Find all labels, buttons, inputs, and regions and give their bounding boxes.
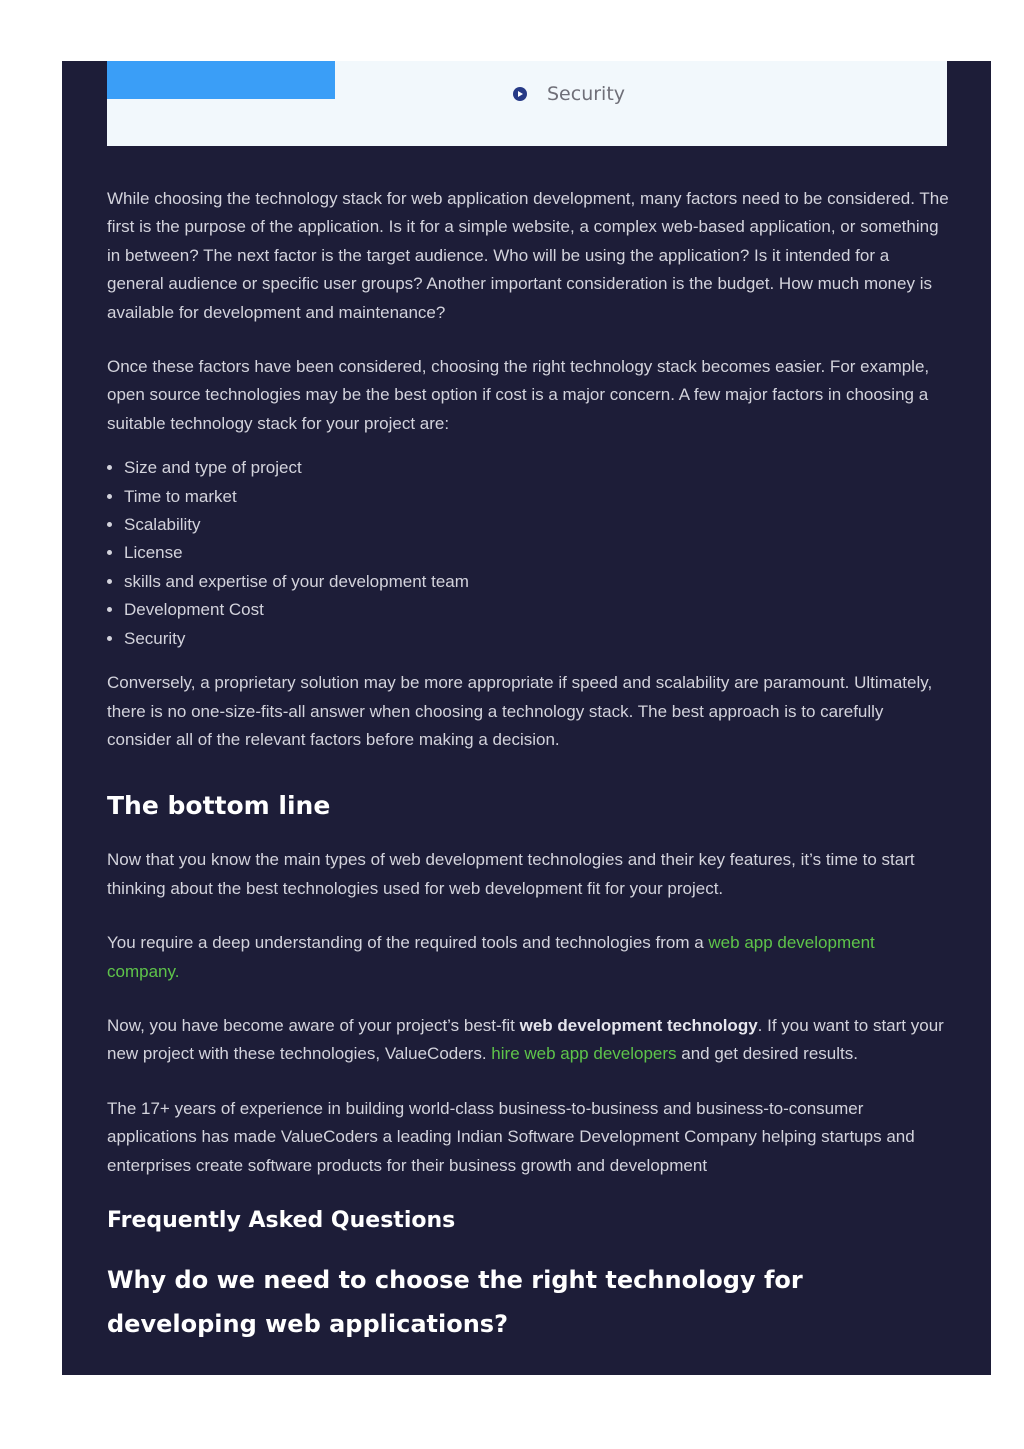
bold-keyword: web development technology: [519, 1015, 758, 1035]
text-span: and get desired results.: [676, 1044, 858, 1064]
article-content: [107, 185, 949, 1346]
paragraph-bottom-line-4: The 17+ years of experience in building world-class business-to-business and business-to-consumer applications has made ValueCoders a leading Indian Software Development Company helping startups and enterprises create software products for their business growth and development: [107, 1098, 915, 1175]
arrow-circle-icon: [513, 87, 527, 101]
heading-bottom-line: The bottom line: [107, 791, 331, 821]
paragraph-conclusion: Conversely, a proprietary solution may be more appropriate if speed and scalability are paramount. Ultimately, there is no one-size-fits-all answer when choosing a technology stack. The best approach is to carefully consider all of the relevant factors before making a decision.: [107, 673, 933, 749]
list-item: • Scalability: [124, 511, 949, 539]
web-app-development-company-link[interactable]: web app development company.: [107, 933, 875, 981]
banner-list-item: [513, 83, 625, 105]
list-item: • Time to market: [124, 483, 949, 511]
text-span: Now, you have become aware of your project’s best-fit: [107, 1015, 520, 1035]
hire-web-app-developers-link[interactable]: hire web app developers: [491, 1044, 677, 1064]
banner-item-label: Security: [547, 83, 626, 105]
paragraph-bottom-line-1: Now that you know the main types of web development technologies and their key features, it’s time to start thinking about the best technologies used for web development fit for your project.: [107, 850, 915, 898]
list-item: • Size and type of project: [124, 454, 949, 482]
factors-list: [107, 454, 949, 653]
list-item: • Development Cost: [124, 596, 949, 624]
list-item: • skills and expertise of your development team: [124, 568, 949, 596]
list-item: • License: [124, 539, 949, 567]
banner-accent-block: [107, 61, 335, 99]
paragraph-choosing-stack: Once these factors have been considered, choosing the right technology stack becomes easier. For example, open source technologies may be the best option if cost is a major concern. A few major factors in choosing a suitable technology stack for your project are:: [107, 357, 930, 433]
article-panel: [62, 61, 991, 1375]
text-span: You require a deep understanding of the required tools and technologies from a: [107, 933, 709, 953]
infographic-banner: [107, 61, 947, 146]
faq-question[interactable]: Why do we need to choose the right technology for developing web applications?: [107, 1265, 803, 1338]
text-span: . If you want to start your new project with these technologies, ValueCoders.: [107, 1015, 944, 1064]
paragraph-bottom-line-2: [107, 929, 949, 986]
list-item: • Security: [124, 625, 949, 653]
heading-faq: Frequently Asked Questions: [107, 1207, 456, 1233]
paragraph-bottom-line-3: [107, 1012, 949, 1069]
paragraph-factors-intro: While choosing the technology stack for web application development, many factors need to be considered. The first is the purpose of the application. Is it for a simple website, a complex web-based application, or something in between? The next factor is the target audience. Who will be using the application? Is it intended for a general audience or specific user groups? Another important consideration is the budget. How much money is available for development and maintenance?: [107, 189, 949, 322]
